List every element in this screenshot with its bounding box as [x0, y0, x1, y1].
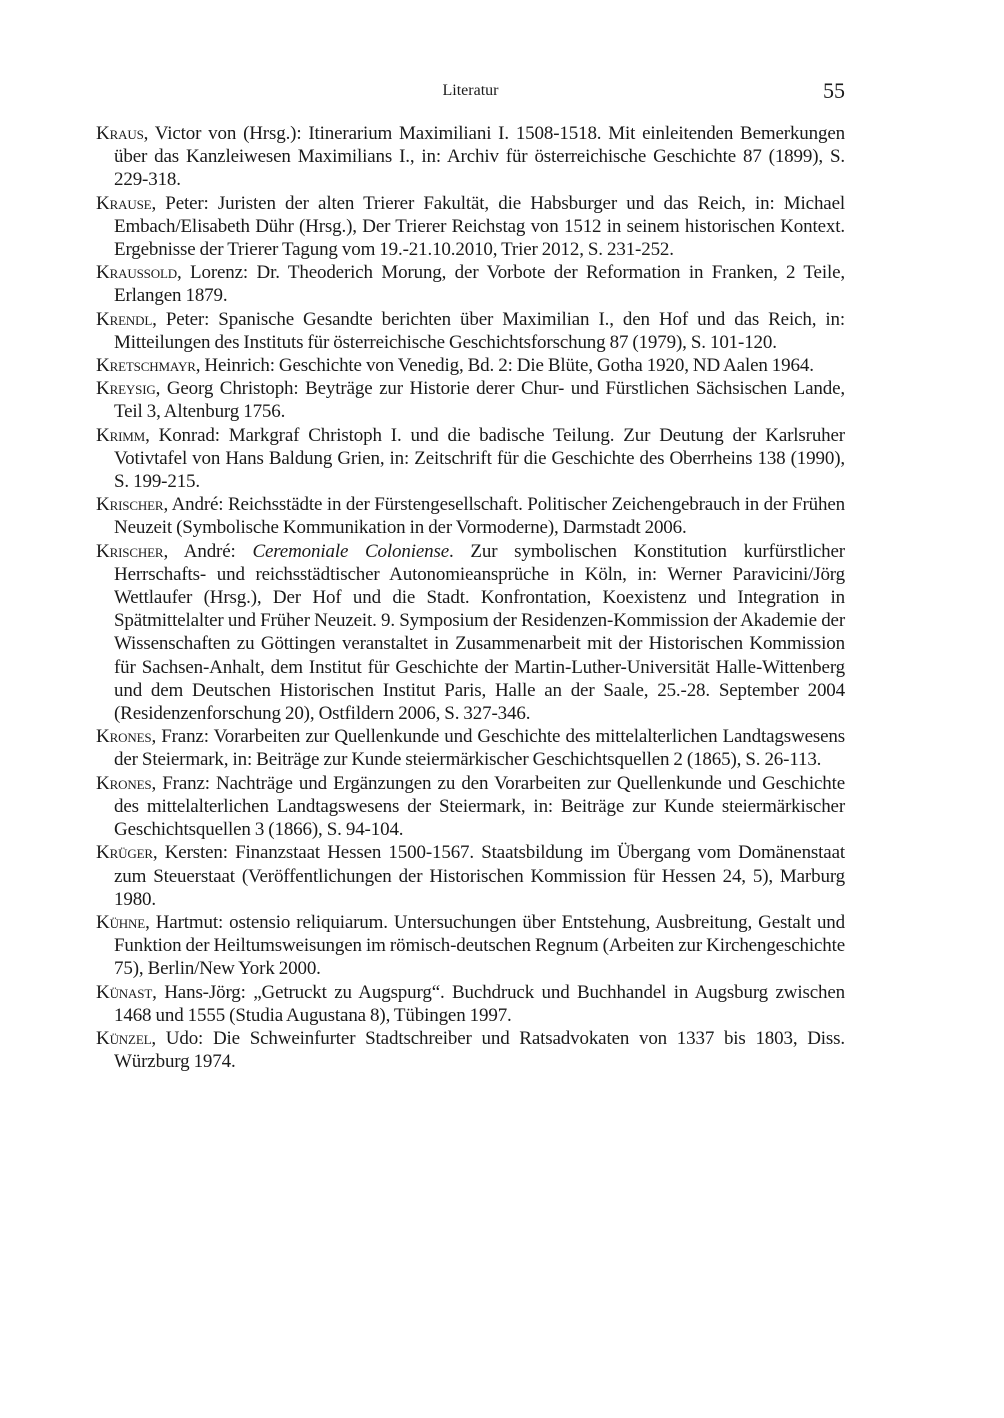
entry-author: Kraus — [96, 123, 144, 144]
bibliography-entry — [96, 841, 845, 911]
entry-text: , Lorenz: Dr. Theoderich Morung, der Vorbote der Reformation in Franken, 2 Teile, Erlangen 1879. — [114, 262, 845, 307]
entry-text: , Udo: Die Schweinfurter Stadtschreiber und Ratsadvokaten von 1337 bis 1803, Diss. Würzburg 1974. — [114, 1027, 845, 1073]
bibliography-entry — [96, 354, 845, 377]
page-number: 55 — [823, 78, 845, 103]
entry-author: Kühne — [96, 911, 146, 933]
entry-italic-title: Ceremoniale Coloniense — [252, 540, 450, 562]
entry-text: , Konrad: Markgraf Christoph I. und die badische Teilung. Zur Deutung der Karlsruher Votivtafel von Hans Baldung Grien, in: Zeitschrift für die Geschichte des Oberrheins 138 (1990), S. 199-215. — [114, 424, 845, 493]
entry-text: , Hans-Jörg: „Getruckt zu Augspurg“. Buchdruck und Buchhandel in Augsburg zwischen 1468 und 1555 (Studia Augustana 8), Tübingen 1997. — [114, 981, 845, 1026]
entry-author: Künzel — [96, 1027, 152, 1049]
bibliography-entry — [96, 981, 845, 1027]
entry-text: , Peter: Spanische Gesandte berichten über Maximilian I., den Hof und das Reich, in: Mitteilungen des Instituts für österreichische Geschichtsforschung 87 (1979), S. 101-120. — [114, 308, 845, 353]
entry-text: , Franz: Vorarbeiten zur Quellenkunde und Geschichte des mittelalterlichen Landtagswesens der Steiermark, in: Beiträge zur Kunde steiermärkischer Geschichtsquellen 2 (1865), S. 26-113. — [114, 726, 845, 771]
entry-text: , Franz: Nachträge und Ergänzungen zu den Vorarbeiten zur Quellenkunde und Geschichte des mittelalterlichen Landtagswesens der Steiermark, in: Beiträge zur Kunde steiermärkischer Geschichtsquellen 3 (1866), S. 94-104. — [114, 772, 845, 841]
entry-author: Künast — [96, 981, 153, 1003]
running-head-title: Literatur — [442, 82, 499, 99]
entry-author: Kreysig — [96, 378, 156, 400]
bibliography-entry — [96, 1027, 845, 1073]
bibliography-entry — [96, 725, 845, 771]
entry-text: . Zur symbolischen Konstitution kurfürstlicher Herrschafts- und reichsstädtischer Autonomieansprüche in Köln, in: Werner Paravicini/Jörg Wettlaufer (Hrsg.), Der Hof und die Stadt. Konfrontation, Koexistenz und Integration in Spätmittelalter und Früher Neuzeit. 9. Symposium der Residenzen-Kommission der Akademie der Wissenschaften zu Göttingen veranstaltet in Zusammenarbeit mit der Historischen Kommission für Sachsen-Anhalt, dem Institut für Geschichte der Martin-Luther-Universität Halle-Wittenberg und dem Deutschen Historischen Institut Paris, Halle an der Saale, 25.-28. September 2004 (Residenzenforschung 20), Ostfildern 2006, S. 327-346. — [114, 540, 845, 725]
bibliography-entry — [96, 540, 845, 726]
bibliography-entry — [96, 377, 845, 423]
entry-author: Kretschmayr — [96, 355, 196, 377]
bibliography-entry — [96, 261, 845, 307]
entry-text: , André: Reichsstädte in der Fürstengesellschaft. Politischer Zeichengebrauch in der Frühen Neuzeit (Symbolische Kommunikation in der Vormoderne), Darmstadt 2006. — [114, 494, 845, 539]
entry-text: , Georg Christoph: Beyträge zur Historie derer Chur- und Fürstlichen Sächsischen Lande, Teil 3, Altenburg 1756. — [114, 378, 845, 423]
entry-author: Krimm — [96, 424, 146, 446]
bibliography-entry — [96, 493, 845, 539]
entry-author: Krause — [96, 192, 152, 214]
entry-text: , Peter: Juristen der alten Trierer Fakultät, die Habsburger und das Reich, in: Michael Embach/Elisabeth Dühr (Hrsg.), Der Trierer Reichstag von 1512 in seinem historischen Kontext. Ergebnisse der Trierer Tagung vom 19.-21.10.2010, Trier 2012, S. 231-252. — [114, 192, 845, 261]
running-head — [96, 78, 845, 108]
bibliography-entry — [96, 308, 845, 354]
bibliography-list — [96, 122, 845, 1073]
entry-author: Krischer — [96, 494, 164, 516]
bibliography-entry — [96, 911, 845, 981]
entry-author: Krones — [96, 772, 152, 794]
entry-author: Krischer — [96, 540, 164, 562]
entry-text: , Heinrich: Geschichte von Venedig, Bd. 2: Die Blüte, Gotha 1920, ND Aalen 1964. — [195, 355, 814, 377]
entry-author: Krones — [96, 726, 152, 748]
entry-text-prefix: , André: — [163, 540, 253, 562]
entry-text: , Kersten: Finanzstaat Hessen 1500-1567. Staatsbildung im Übergang vom Domänenstaat zum Steuerstaat (Veröffentlichungen der Historischen Kommission für Hessen 24, 5), Marburg 1980. — [114, 842, 845, 910]
bibliography-entry — [96, 424, 845, 494]
entry-text: , Victor von (Hrsg.): Itinerarium Maximiliani I. 1508-1518. Mit einleitenden Bemerkungen über das Kanzleiwesen Maximilians I., in: Archiv für österreichische Geschichte 87 (1899), S. 229-318. — [114, 123, 845, 191]
entry-author: Krüger — [96, 842, 153, 864]
bibliography-entry — [96, 192, 845, 262]
entry-author: Krendl — [96, 308, 153, 330]
entry-text: , Hartmut: ostensio reliquiarum. Untersuchungen über Entstehung, Ausbreitung, Gestalt und Funktion der Heiltumsweisungen im römisch-deutschen Regnum (Arbeiten zur Kirchengeschichte 75), Berlin/New York 2000. — [114, 911, 845, 980]
entry-author: Kraussold — [96, 262, 177, 284]
bibliography-entry — [96, 122, 845, 192]
page — [96, 78, 845, 1073]
bibliography-entry — [96, 772, 845, 842]
